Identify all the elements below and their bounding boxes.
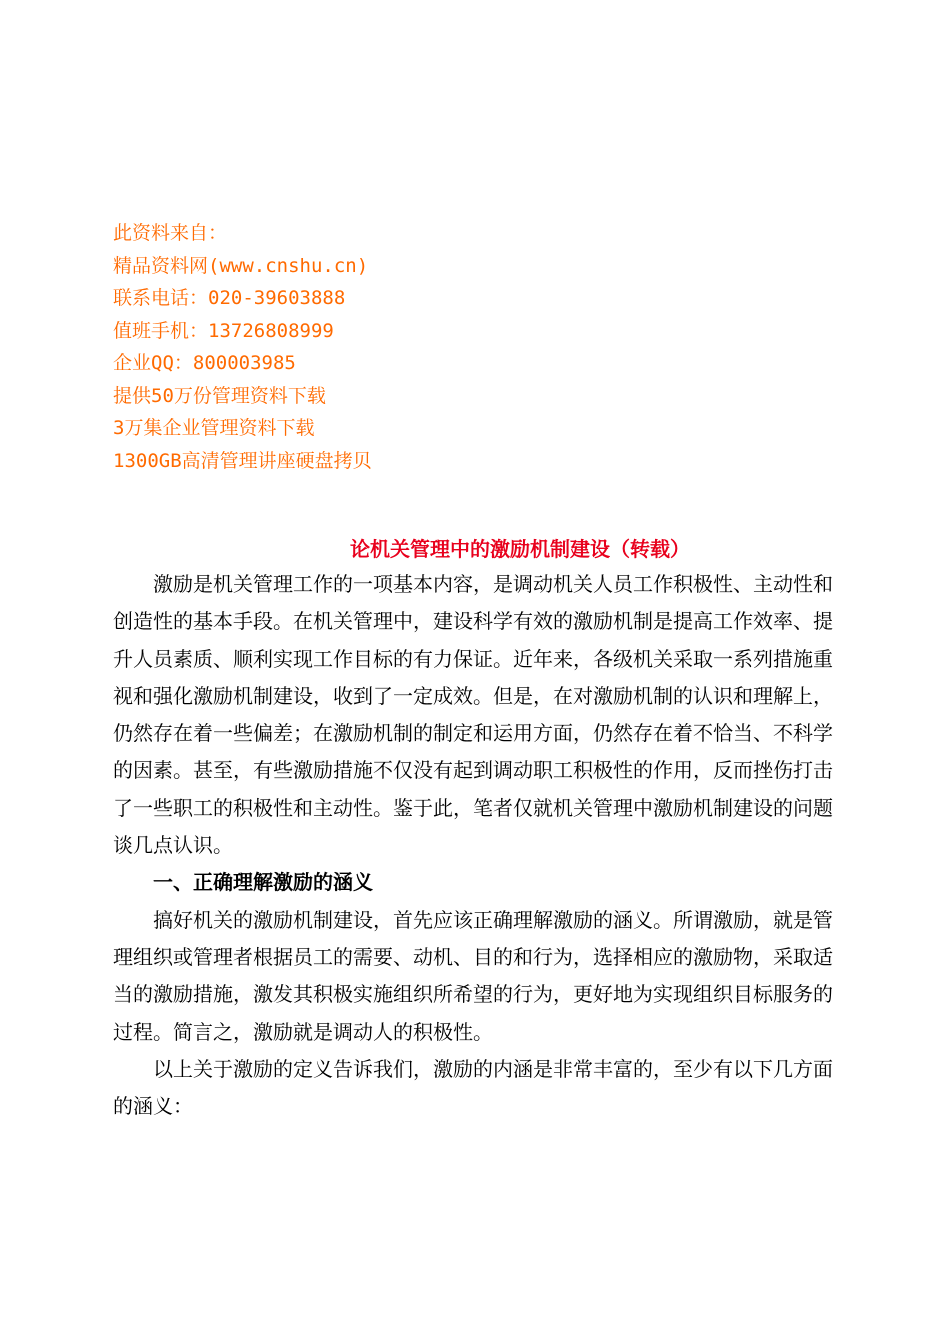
source-line-website: 精品资料网(www.cnshu.cn) [113, 254, 369, 277]
source-line-qq: 企业QQ：800003985 [113, 352, 296, 374]
section-heading: 一、正确理解激励的涵义 [153, 870, 373, 895]
intro-paragraph: 激励是机关管理工作的一项基本内容，是调动机关人员工作积极性、主动性和创造性的基本手段。在机关管理中，建设科学有效的激励机制是提高工作效率、提升人员素质、顺利实现工作目标的有力保证。近年来，各级机关采取一系列措施重视和强化激励机制建设，收到了一定成效。但是，在对激励机制的认识和理解上，仍然存在着一些偏差；在激励机制的制定和运用方面，仍然存在着不恰当、不科学的因素。甚至，有些激励措施不仅没有起到调动职工积极性的作用，反而挫伤打击了一些职工的积极性和主动性。鉴于此，笔者仅就机关管理中激励机制建设的问题谈几点认识。 [113, 572, 833, 858]
definition-paragraph: 搞好机关的激励机制建设，首先应该正确理解激励的涵义。所谓激励，就是管理组织或管理者根据员工的需要、动机、目的和行为，选择相应的激励物，采取适当的激励措施，激发其积极实施组织所希望的行为，更好地为实现组织目标服务的过程。简言之，激励就是调动人的积极性。 [113, 907, 833, 1044]
source-line-origin: 此资料来自： [113, 222, 228, 244]
source-line-offer-videos: 3万集企业管理资料下载 [113, 417, 315, 439]
meaning-paragraph: 以上关于激励的定义告诉我们，激励的内涵是非常丰富的，至少有以下几方面的涵义： [113, 1056, 833, 1119]
source-line-offer-docs: 提供50万份管理资料下载 [113, 384, 326, 407]
source-line-mobile: 值班手机：13726808999 [113, 319, 334, 342]
source-line-offer-lectures: 1300GB高清管理讲座硬盘拷贝 [113, 449, 372, 472]
article-title: 论机关管理中的激励机制建设（转载） [350, 537, 690, 561]
source-info-block [113, 217, 633, 477]
article-body [113, 566, 833, 1125]
source-line-phone: 联系电话：020-39603888 [113, 287, 346, 309]
